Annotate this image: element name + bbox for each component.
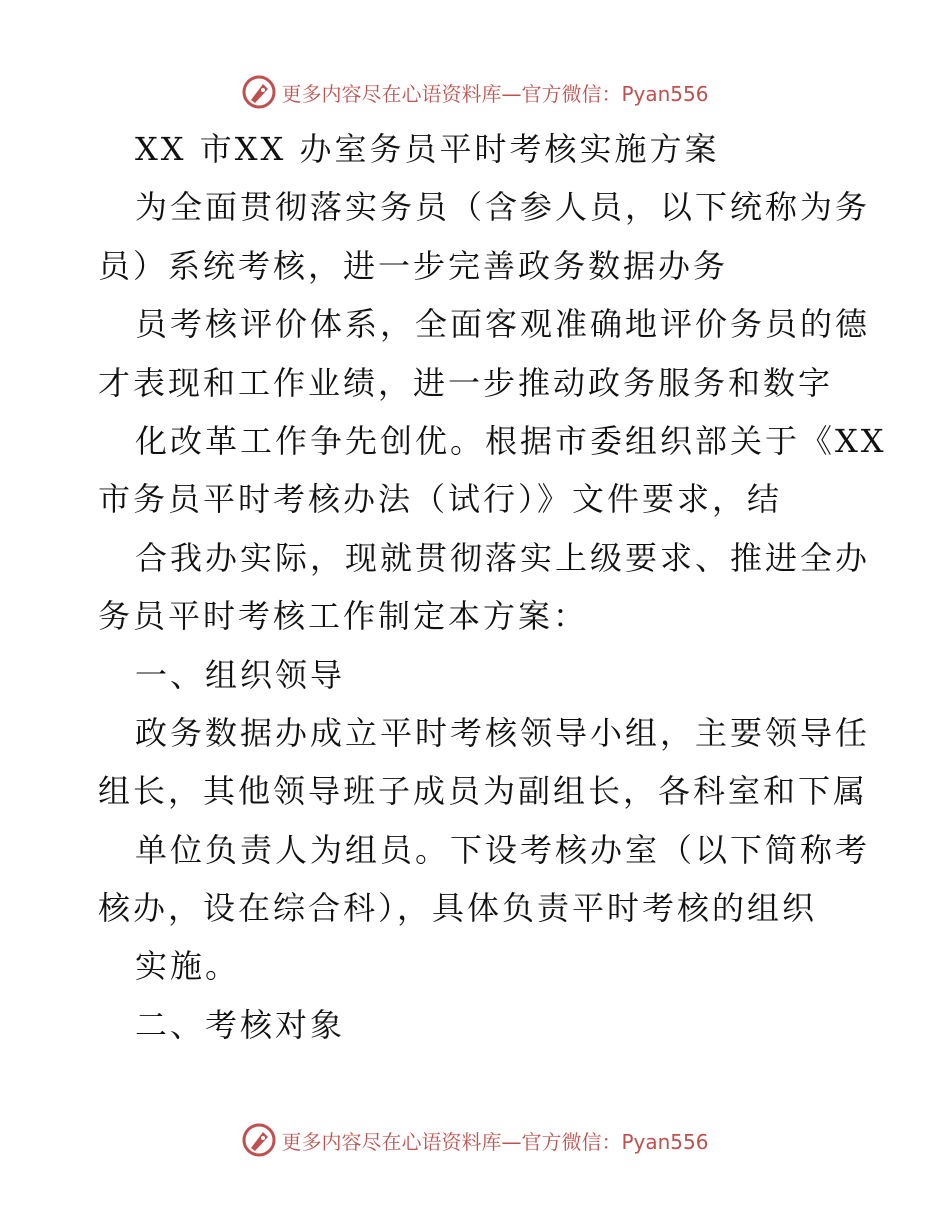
- document-line: 员考核评价体系，全面客观准确地评价务员的德: [135, 305, 871, 344]
- watermark-text: 更多内容尽在心语资料库—官方微信：Pyan556: [281, 1129, 709, 1154]
- document-line: 单位负责人为组员。下设考核办室（以下简称考: [135, 830, 871, 869]
- document-line: 二、考核对象: [135, 1005, 346, 1044]
- pen-nib-logo-icon: [241, 74, 277, 110]
- document-line: 合我办实际，现就贯彻落实上级要求、推进全办: [135, 538, 871, 577]
- document-line: 一、组织领导: [135, 655, 346, 694]
- document-line: XX 市XX 办室务员平时考核实施方案: [135, 130, 720, 168]
- document-line: 才表现和工作业绩，进一步推动政务服务和数字: [98, 363, 834, 402]
- document-line: 员）系统考核，进一步完善政务数据办务: [98, 246, 729, 285]
- document-line: 市务员平时考核办法（试行）》文件要求，结: [98, 480, 783, 519]
- document-line: 政务数据办成立平时考核领导小组，主要领导任: [135, 713, 871, 752]
- pen-nib-logo-icon: [241, 1122, 277, 1158]
- document-line: 务员平时考核工作制定本方案：: [98, 597, 589, 636]
- header-watermark: [0, 72, 950, 112]
- document-line: 组长，其他领导班子成员为副组长，各科室和下属: [98, 772, 869, 811]
- document-line: 核办，设在综合科），具体负责平时考核的组织: [98, 889, 818, 928]
- document-line: 化改革工作争先创优。根据市委组织部关于《XX: [135, 421, 887, 460]
- document-body: [98, 120, 887, 1054]
- watermark-text: 更多内容尽在心语资料库—官方微信：Pyan556: [281, 81, 709, 106]
- footer-watermark: [0, 1120, 950, 1160]
- document-line: 为全面贯彻落实务员（含参人员，以下统称为务: [135, 188, 871, 227]
- document-line: 实施。: [135, 947, 241, 986]
